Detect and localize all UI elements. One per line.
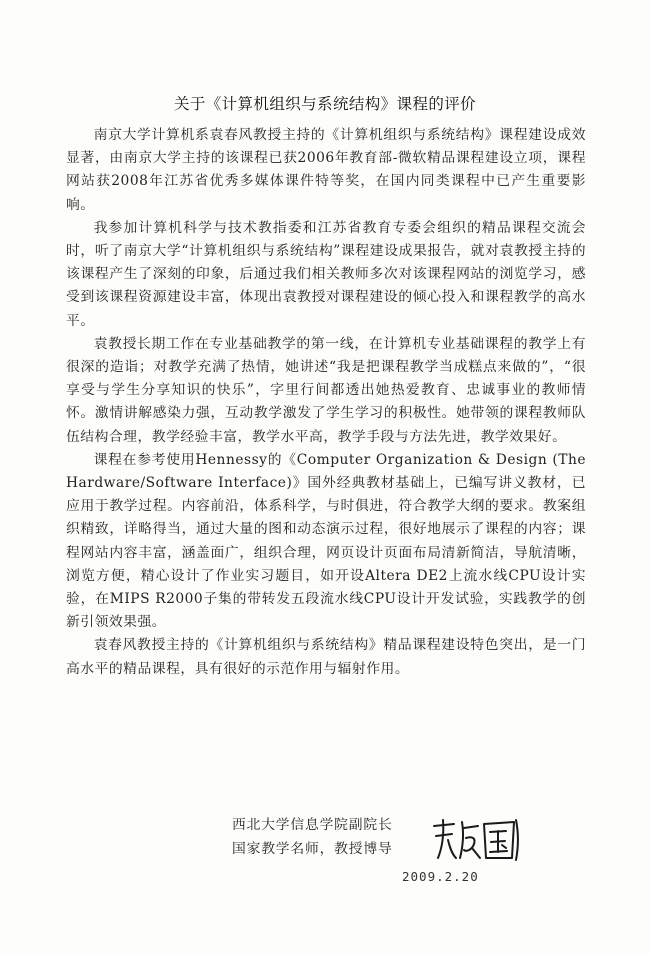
document-body	[66, 124, 586, 681]
signature-date: 2009.2.20	[402, 869, 479, 884]
signer-titles: 国家教学名师，教授博导	[232, 841, 393, 857]
paragraph-5: 袁春风教授主持的《计算机组织与系统结构》精品课程建设特色突出，是一门高水平的精品课程，具有很好的示范作用与辐射作用。	[66, 637, 586, 677]
paragraph-4: 课程在参考使用Hennessy的《Computer Organization & Design (The Hardware/Software Interface)》国外经典教材基础上，已编写讲义教材，已应用于教学过程。内容前沿，体系科学，与时俱进，符合教学大纲的要求。教案组织精致，详略得当，通过大量的图和动态演示过程，很好地展示了课程的内容；课程网站内容丰富，涵盖面广，组织合理，网页设计页面布局清新简洁，导航清晰，浏览方便，精心设计了作业实习题目，如开设Altera DE2上流水线CPU设计实验，在MIPS R2000子集的带转发五段流水线CPU设计开发试验，实践教学的创新引领效果强。	[66, 451, 586, 631]
page-title: 关于《计算机组织与系统结构》课程的评价	[173, 95, 477, 113]
handwritten-signature	[428, 814, 524, 864]
paragraph-2: 我参加计算机科学与技术教指委和江苏省教育专委会组织的精品课程交流会时，听了南京大学“计算机组织与系统结构”课程建设成果报告，就对袁教授主持的该课程产生了深刻的印象，后通过我们相关教师多次对该课程网站的浏览学习，感受到该课程资源建设丰富，体现出袁教授对课程建设的倾心投入和课程教学的高水平。	[66, 219, 586, 329]
signer-affiliation: 西北大学信息学院副院长	[232, 817, 393, 833]
paragraph-1: 南京大学计算机系袁春风教授主持的《计算机组织与系统结构》课程建设成效显著，由南京大学主持的该课程已获2006年教育部-微软精品课程建设立项，课程网站获2008年江苏省优秀多媒体课件特等奖，在国内同类课程中已产生重要影响。	[66, 127, 586, 213]
paragraph-3: 袁教授长期工作在专业基础教学的第一线，在计算机专业基础课程的教学上有很深的造诣；对教学充满了热情，她讲述“我是把课程教学当成糕点来做的”，“很享受与学生分享知识的快乐”，字里行间都透出她热爱教育、忠诚事业的教师情怀。激情讲解感染力强，互动教学激发了学生学习的积极性。她带领的课程教师队伍结构合理，教学经验丰富，教学水平高，教学手段与方法先进，教学效果好。	[66, 335, 586, 445]
